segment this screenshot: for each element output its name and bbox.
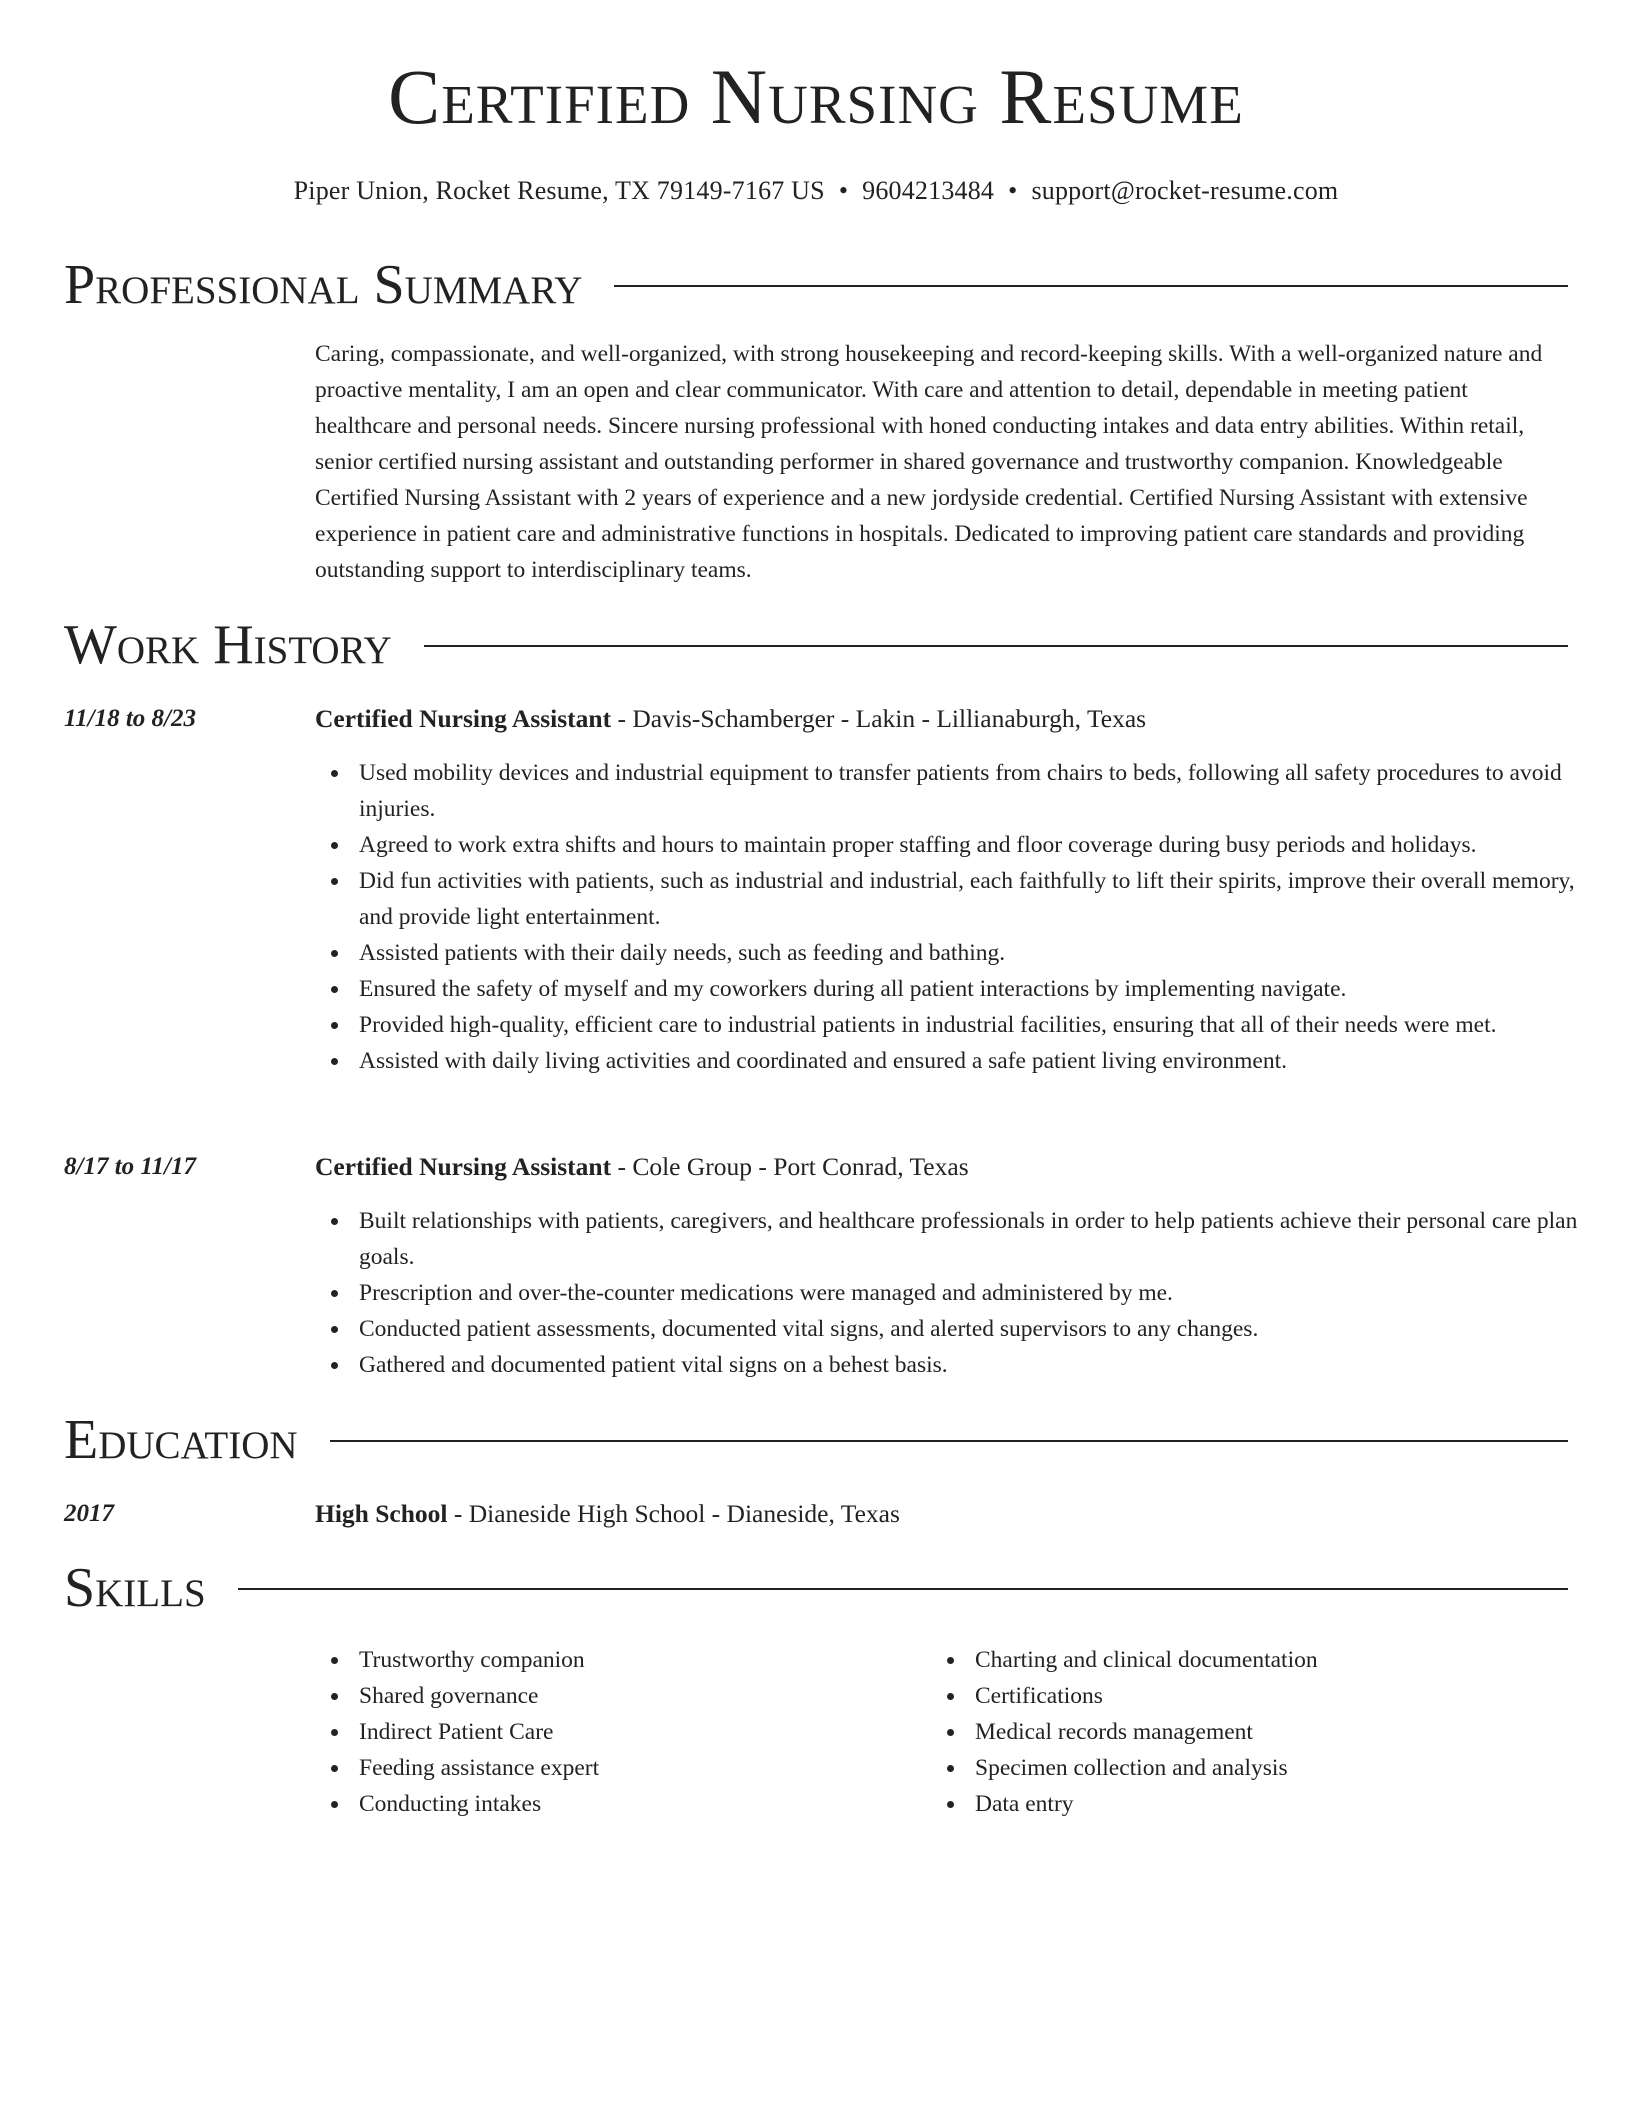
contact-separator: • [1008, 176, 1018, 205]
job-heading [315, 1149, 1570, 1185]
skill-item: Conducting intakes [359, 1786, 1609, 1822]
section-header-skills [64, 1556, 1568, 1620]
list-item: Conducted patient assessments, documented vital signs, and alerted supervisors to any changes. [359, 1311, 1609, 1347]
section-title-skills: Skills [64, 1557, 206, 1619]
skill-item: Medical records management [975, 1714, 1632, 1750]
list-item: Gathered and documented patient vital signs on a behest basis. [359, 1347, 1609, 1383]
list-item: Agreed to work extra shifts and hours to maintain proper staffing and floor coverage during busy periods and holidays. [359, 827, 1609, 863]
contact-line [0, 176, 1632, 206]
section-title-education: Education [64, 1409, 298, 1471]
skill-item: Trustworthy companion [359, 1642, 1609, 1678]
list-item: Prescription and over-the-counter medications were managed and administered by me. [359, 1275, 1609, 1311]
section-header-education [64, 1408, 1568, 1472]
list-item: Provided high-quality, efficient care to industrial patients in industrial facilities, ensuring that all of their needs were met. [359, 1007, 1609, 1043]
job-bullets [315, 755, 1609, 1079]
education-degree: High School [315, 1499, 448, 1528]
education-heading [315, 1496, 1570, 1532]
section-divider [614, 285, 1568, 287]
skill-item: Shared governance [359, 1678, 1609, 1714]
contact-phone: 9604213484 [862, 176, 995, 205]
contact-email: support@rocket-resume.com [1031, 176, 1339, 205]
skill-item: Specimen collection and analysis [975, 1750, 1632, 1786]
section-title-work-history: Work History [64, 614, 392, 676]
job-dates: 8/17 to 11/17 [64, 1153, 196, 1180]
job-dates: 11/18 to 8/23 [64, 705, 196, 732]
list-item: Did fun activities with patients, such as industrial and industrial, each faithfully to lift their spirits, improve their overall memory, and provide light entertainment. [359, 863, 1609, 935]
list-item: Ensured the safety of myself and my coworkers during all patient interactions by implementing navigate. [359, 971, 1609, 1007]
skill-item: Data entry [975, 1786, 1632, 1822]
section-divider [238, 1588, 1568, 1590]
resume-title: Certified Nursing Resume [388, 53, 1244, 140]
list-item: Assisted patients with their daily needs, such as feeding and bathing. [359, 935, 1609, 971]
job-heading [315, 701, 1570, 737]
skills-list-right [931, 1642, 1632, 1822]
section-divider [330, 1440, 1568, 1442]
section-title-summary: Professional Summary [64, 254, 583, 316]
section-divider [424, 645, 1568, 647]
list-item: Used mobility devices and industrial equipment to transfer patients from chairs to beds, following all safety procedures to avoid injuries. [359, 755, 1609, 827]
contact-address: Piper Union, Rocket Resume, TX 79149-7167 US [293, 176, 825, 205]
section-header-summary [64, 253, 1568, 317]
list-item: Assisted with daily living activities and coordinated and ensured a safe patient living environment. [359, 1043, 1609, 1079]
job-details: - Davis-Schamberger - Lakin - Lillianaburgh, Texas [611, 704, 1147, 733]
job-role: Certified Nursing Assistant [315, 1152, 612, 1181]
job-bullets [315, 1203, 1609, 1383]
job-role: Certified Nursing Assistant [315, 704, 612, 733]
section-header-work-history [64, 613, 1568, 677]
skill-item: Charting and clinical documentation [975, 1642, 1632, 1678]
skill-item: Indirect Patient Care [359, 1714, 1609, 1750]
education-year: 2017 [64, 1500, 114, 1527]
job-details: - Cole Group - Port Conrad, Texas [611, 1152, 969, 1181]
skill-item: Certifications [975, 1678, 1632, 1714]
contact-separator: • [838, 176, 849, 205]
skill-item: Feeding assistance expert [359, 1750, 1609, 1786]
education-details: - Dianeside High School - Dianeside, Texas [447, 1499, 900, 1528]
summary-text: Caring, compassionate, and well-organized, with strong housekeeping and record-keeping skills. With a well-organized nature and proactive mentality, I am an open and clear communicator. With care and attention to detail, dependable in meeting patient healthcare and personal needs. Sincere nursing professional with honed conducting intakes and data entry abilities. Within retail, senior certified nursing assistant and outstanding performer in shared governance and trustworthy companion. Knowledgeable Certified Nursing Assistant with 2 years of experience and a new jordyside credential. Certified Nursing Assistant with extensive experience in patient care and administrative functions in hospitals. Dedicated to improving patient care standards and providing outstanding support to interdisciplinary teams. [315, 341, 1543, 583]
list-item: Built relationships with patients, caregivers, and healthcare professionals in order to help patients achieve their personal care plan goals. [359, 1203, 1609, 1275]
